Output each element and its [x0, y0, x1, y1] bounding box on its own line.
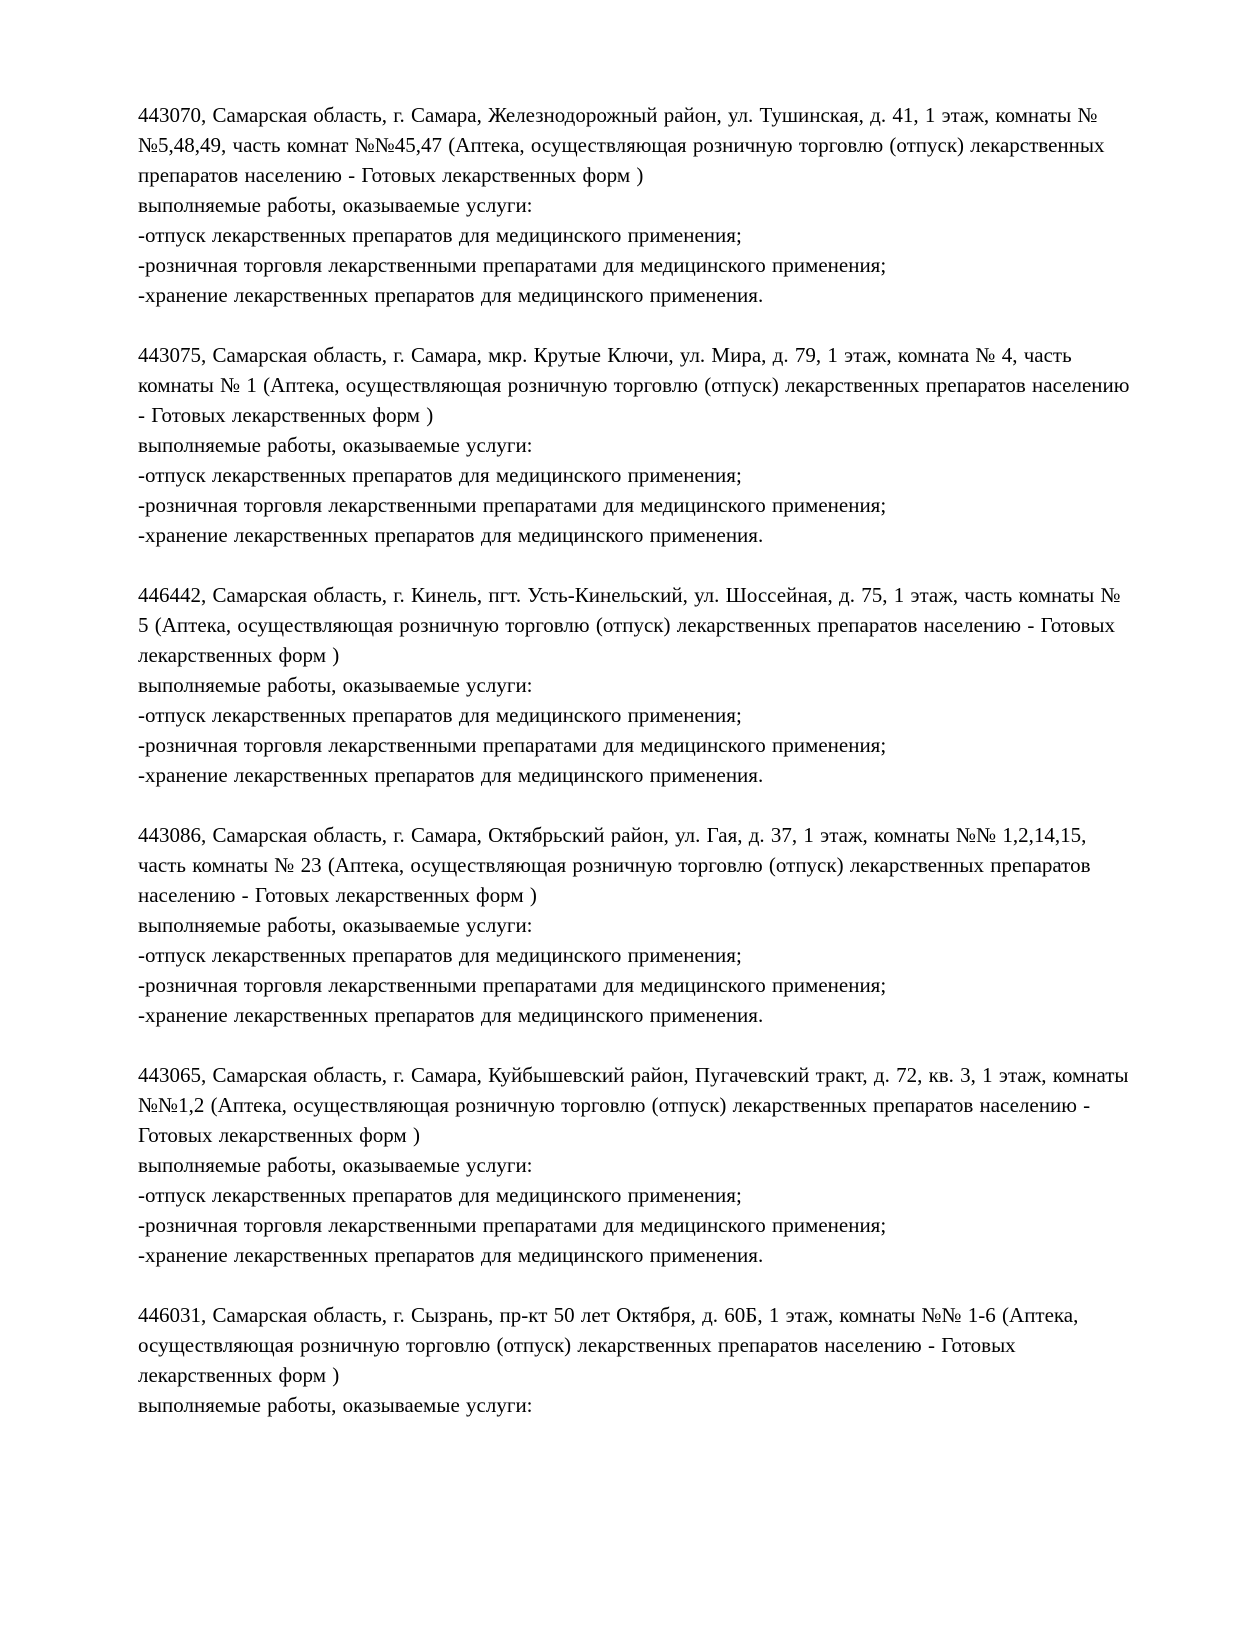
- service-item: -розничная торговля лекарственными препаратами для медицинского применения;: [138, 493, 887, 517]
- service-item: -отпуск лекарственных препаратов для медицинского применения;: [138, 1183, 742, 1207]
- entry-address: 446442, Самарская область, г. Кинель, пгт. Усть-Кинельский, ул. Шоссейная, д. 75, 1 этаж, часть комнаты № 5 (Аптека, осуществляющая розничную торговлю (отпуск) лекарственных препаратов населению - Готовых лекарственных форм ): [138, 583, 1121, 667]
- works-label: выполняемые работы, оказываемые услуги:: [138, 193, 533, 217]
- service-item: -отпуск лекарственных препаратов для медицинского применения;: [138, 463, 742, 487]
- service-item: -отпуск лекарственных препаратов для медицинского применения;: [138, 703, 742, 727]
- service-item: -отпуск лекарственных препаратов для медицинского применения;: [138, 943, 742, 967]
- license-entry: [138, 580, 1132, 790]
- service-item: -хранение лекарственных препаратов для медицинского применения.: [138, 1243, 764, 1267]
- works-label: выполняемые работы, оказываемые услуги:: [138, 1393, 533, 1417]
- license-entry: [138, 1060, 1132, 1270]
- service-item: -отпуск лекарственных препаратов для медицинского применения;: [138, 223, 742, 247]
- service-item: -хранение лекарственных препаратов для медицинского применения.: [138, 1003, 764, 1027]
- service-item: -розничная торговля лекарственными препаратами для медицинского применения;: [138, 1213, 887, 1237]
- license-entry: [138, 820, 1132, 1030]
- entry-address: 443086, Самарская область, г. Самара, Октябрьский район, ул. Гая, д. 37, 1 этаж, комнаты №№ 1,2,14,15, часть комнаты № 23 (Аптека, осуществляющая розничную торговлю (отпуск) лекарственных препаратов населению - Готовых лекарственных форм ): [138, 823, 1091, 907]
- entry-address: 443070, Самарская область, г. Самара, Железнодорожный район, ул. Тушинская, д. 41, 1 этаж, комнаты №№5,48,49, часть комнат №№45,47 (Аптека, осуществляющая розничную торговлю (отпуск) лекарственных препаратов населению - Готовых лекарственных форм ): [138, 103, 1105, 187]
- service-item: -розничная торговля лекарственными препаратами для медицинского применения;: [138, 973, 887, 997]
- entry-address: 443065, Самарская область, г. Самара, Куйбышевский район, Пугачевский тракт, д. 72, кв. 3, 1 этаж, комнаты №№1,2 (Аптека, осуществляющая розничную торговлю (отпуск) лекарственных препаратов населению - Готовых лекарственных форм ): [138, 1063, 1129, 1147]
- license-entry: [138, 1300, 1132, 1420]
- service-item: -хранение лекарственных препаратов для медицинского применения.: [138, 763, 764, 787]
- works-label: выполняемые работы, оказываемые услуги:: [138, 1153, 533, 1177]
- works-label: выполняемые работы, оказываемые услуги:: [138, 673, 533, 697]
- service-item: -розничная торговля лекарственными препаратами для медицинского применения;: [138, 733, 887, 757]
- license-addresses-text: [138, 100, 1132, 1450]
- works-label: выполняемые работы, оказываемые услуги:: [138, 433, 533, 457]
- license-entry: [138, 100, 1132, 310]
- entry-address: 446031, Самарская область, г. Сызрань, пр-кт 50 лет Октября, д. 60Б, 1 этаж, комнаты №№ 1-6 (Аптека, осуществляющая розничную торговлю (отпуск) лекарственных препаратов населению - Готовых лекарственных форм ): [138, 1303, 1079, 1387]
- license-entry: [138, 340, 1132, 550]
- service-item: -хранение лекарственных препаратов для медицинского применения.: [138, 523, 764, 547]
- service-item: -розничная торговля лекарственными препаратами для медицинского применения;: [138, 253, 887, 277]
- entry-address: 443075, Самарская область, г. Самара, мкр. Крутые Ключи, ул. Мира, д. 79, 1 этаж, комната № 4, часть комнаты № 1 (Аптека, осуществляющая розничную торговлю (отпуск) лекарственных препаратов населению - Готовых лекарственных форм ): [138, 343, 1130, 427]
- works-label: выполняемые работы, оказываемые услуги:: [138, 913, 533, 937]
- service-item: -хранение лекарственных препаратов для медицинского применения.: [138, 283, 764, 307]
